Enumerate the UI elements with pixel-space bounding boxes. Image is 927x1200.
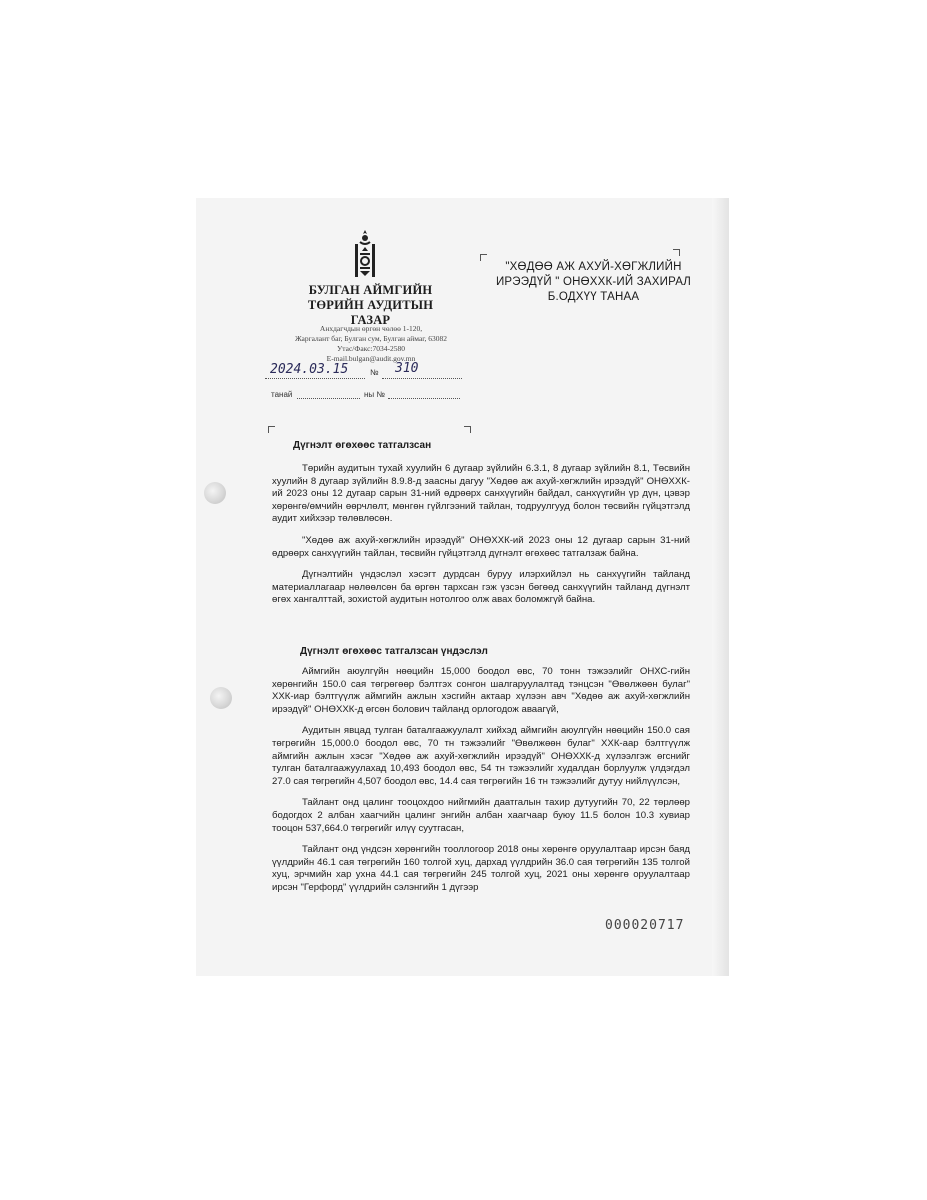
- recipient-block: [486, 260, 701, 305]
- address-line: Анхдагчдын өргөн чөлөө 1-120,: [319, 324, 423, 333]
- paragraph: Төрийн аудитын тухай хуулийн 6 дугаар зүйлийн 6.3.1, 8 дугаар зүйлийн 8.1, Төсвийн хуулийн 8 дугаар зүйлийн 8.9.8-д заасны дагуу "Хөдөө аж ахуй-хөгжлийн ирээдүй" ОНӨХХК-ий 2023 оны 12 дугаар сарын 31-ний өдрөөрх санхүүгийн байдал, санхүүгийн үр дүн, цэвэр хөрөнгө/өмчийн өөрчлөлт, мөнгөн гүйлгээний тайлан, тодруулгууд болон төсвийн гүйцэтгэлд аудит хийхээр төлөвлөсөн.: [272, 463, 690, 525]
- corner-mark: [673, 249, 680, 256]
- paragraph: Аймгийн аюулгүйн нөөцийн 15,000 боодол өвс, 70 тонн тэжээлийг ОНХС-гийн хөрөнгийн 150.0 сая төгрөгөөр бэлтгэх сонгон шалгаруулалтад тэнцсэн "Өвөлжөөн булаг" ХХК-иар бэлтгүүлж аймгийн ажлын хэсгийн актаар хүлээн авч "Хөдөө аж ахуй-хөгжлийн ирээдүй" ОНӨХХК-д өгсөн болович тайланд орлогодож аваагүй,: [272, 666, 690, 715]
- paragraph: Тайлант онд үндсэн хөрөнгийн тооллогоор 2018 оны хөрөнгө оруулалтаар ирсэн баяд үүлдрийн 46.1 сая төгрөгийн 160 толгой хуц, дархад үүлдрийн 36.0 сая төгрөгийн 135 толгой хуц, эрчмийн хар ухна 44.1 сая төгрөгийн 245 толгой хуц, 2021 оны хөрөнгө оруулалтаар ирсэн "Герфорд" үүлдрийн сэлэнгийн 1 дүгээр: [272, 844, 690, 893]
- reference-prefix: танай: [271, 390, 293, 399]
- number-underline: [382, 378, 462, 379]
- paragraph: Тайлант онд цалинг тооцохдоо нийгмийн даатгалын тахир дутуугийн 70, 22 төрлөөр бодогдох 2 албан хаагчийн цалинг энгийн албан хаагчаар буюу 11.5 болон 10.3 хувиар тооцон 537,664.0 төгрөгийг илүү суутгасан,: [272, 797, 690, 834]
- recipient-line: ИРЭЭДҮЙ " ОНӨХХК-ИЙ ЗАХИРАЛ: [495, 276, 692, 288]
- corner-mark: [464, 426, 471, 433]
- reference-underline: [297, 398, 360, 399]
- recipient-line: Б.ОДХҮҮ ТАНАА: [547, 291, 640, 303]
- section-heading: Дүгнэлт өгөхөөс татгалзсан: [293, 440, 432, 451]
- page-number-stamp: 000020717: [605, 918, 685, 933]
- reference-number-label: ны №: [364, 390, 385, 399]
- punch-hole: [210, 687, 232, 709]
- page-edge-shadow: [712, 198, 729, 976]
- org-name-line1: БУЛГАН АЙМГИЙН: [308, 283, 433, 297]
- punch-hole: [204, 482, 226, 504]
- email: E-mail.bulgan@audit.gov.mn: [326, 354, 416, 363]
- basis-paragraphs: [272, 666, 690, 904]
- paragraph: "Хөдөө аж ахуй-хөгжлийн ирээдүй" ОНӨХХК-ий 2023 оны 12 дугаар сарын 31-ний өдрөөрх санхүүгийн тайлан, төсвийн гүйцэтгэлд дүгнэлт өгөхөөс татгалзаж байна.: [272, 534, 690, 559]
- address-line: Жаргалант баг, Булган сум, Булган аймаг, 63082: [294, 334, 448, 343]
- paragraph: Аудитын явцад тулган баталгаажуулалт хийхэд аймгийн аюулгүйн нөөцийн 150.0 сая төгрөгийн 15,000.0 боодол өвс, 70 тн тэжээлийг "Өвөлжөөн булаг" ХХК-аар бэлтгүүлж аймгийн ажлын хэсэг "Хөдөө аж ахуй-хөгжлийн ирээдүй" ОНӨХХК-д хүлээлгэж өгснийг тулган баталгаажуулахад 10,493 боодол өвс, 54 тн тэжээлийг худалдан борлуулж үлдэгдэл 27.0 сая төгрөгийн 4,507 боодол өвс, 14.4 сая төгрөгийн 16 тн тэжээлийг дутуу нийлүүлсэн,: [272, 725, 690, 787]
- phone-fax: Утас/Факс:7034-2580: [336, 344, 406, 353]
- opinion-paragraphs: [272, 463, 690, 616]
- reference-number-underline: [388, 398, 460, 399]
- recipient-line: "ХӨДӨӨ АЖ АХУЙ-ХӨГЖЛИЙН: [505, 261, 682, 273]
- date-underline: [265, 378, 365, 379]
- handwritten-number: 310: [395, 361, 419, 376]
- state-emblem-icon: [352, 229, 378, 279]
- number-label: №: [370, 368, 379, 377]
- corner-mark: [268, 426, 275, 433]
- handwritten-date: 2024.03.15: [270, 362, 349, 377]
- org-name-line2: ТӨРИЙН АУДИТЫН ГАЗАР: [307, 298, 434, 327]
- paragraph: Дүгнэлтийн үндэслэл хэсэгт дурдсан буруу илэрхийлэл нь санхүүгийн тайланд материаллагаар нөлөөлсөн ба өргөн тархсан гэж үзсэн бөгөөд санхүүгийн тайланд дүгнэлт өгөх хангалттай, зохистой аудитын нотолгоо олж авах боломжгүй байна.: [272, 569, 690, 606]
- section-heading: Дүгнэлт өгөхөөс татгалзсан үндэслэл: [300, 646, 488, 657]
